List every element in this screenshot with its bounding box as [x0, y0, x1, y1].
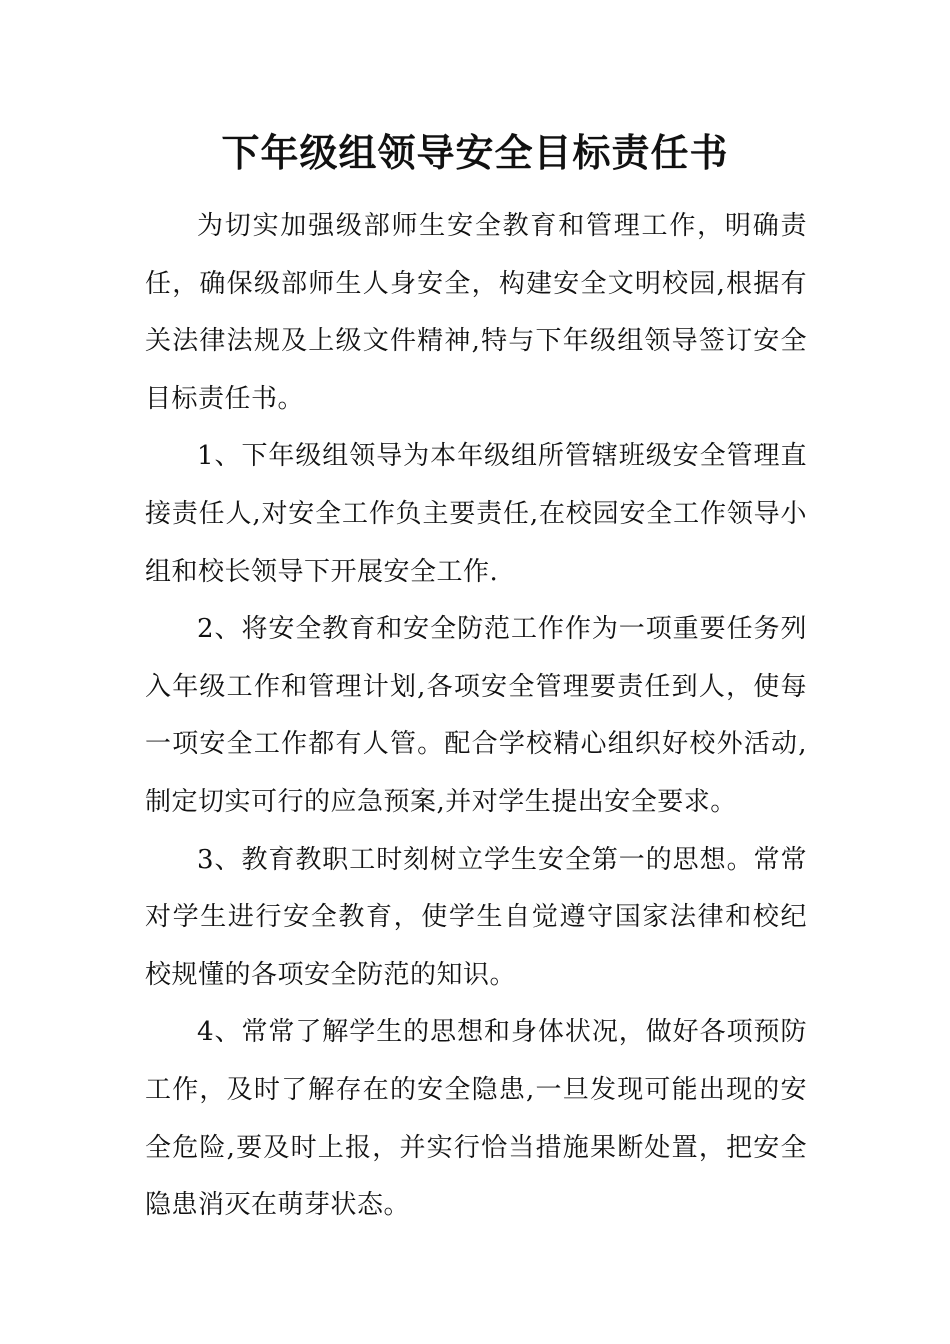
clause-4-paragraph: 4、常常了解学生的思想和身体状况，做好各项预防工作，及时了解存在的安全隐患,一旦发现可能出现的安全危险,要及时上报，并实行恰当措施果断处置，把安全隐患消灭在萌芽状态。	[145, 1017, 807, 1221]
clause-2-paragraph: 2、将安全教育和安全防范工作作为一项重要任务列入年级工作和管理计划,各项安全管理要责任到人，使每一项安全工作都有人管。配合学校精心组织好校外活动,制定切实可行的应急预案,并对学生提出安全要求。	[145, 614, 807, 817]
document-body	[145, 198, 807, 1235]
clause-1-paragraph: 1、下年级组领导为本年级组所管辖班级安全管理直接责任人,对安全工作负主要责任,在校园安全工作领导小组和校长领导下开展安全工作.	[145, 441, 807, 587]
intro-paragraph: 为切实加强级部师生安全教育和管理工作，明确责任，确保级部师生人身安全，构建安全文明校园,根据有关法律法规及上级文件精神,特与下年级组领导签订安全目标责任书。	[145, 211, 807, 414]
document-title: 下年级组领导安全目标责任书	[221, 131, 729, 175]
clause-3-paragraph: 3、教育教职工时刻树立学生安全第一的思想。常常对学生进行安全教育，使学生自觉遵守国家法律和校纪校规懂的各项安全防范的知识。	[145, 844, 807, 990]
